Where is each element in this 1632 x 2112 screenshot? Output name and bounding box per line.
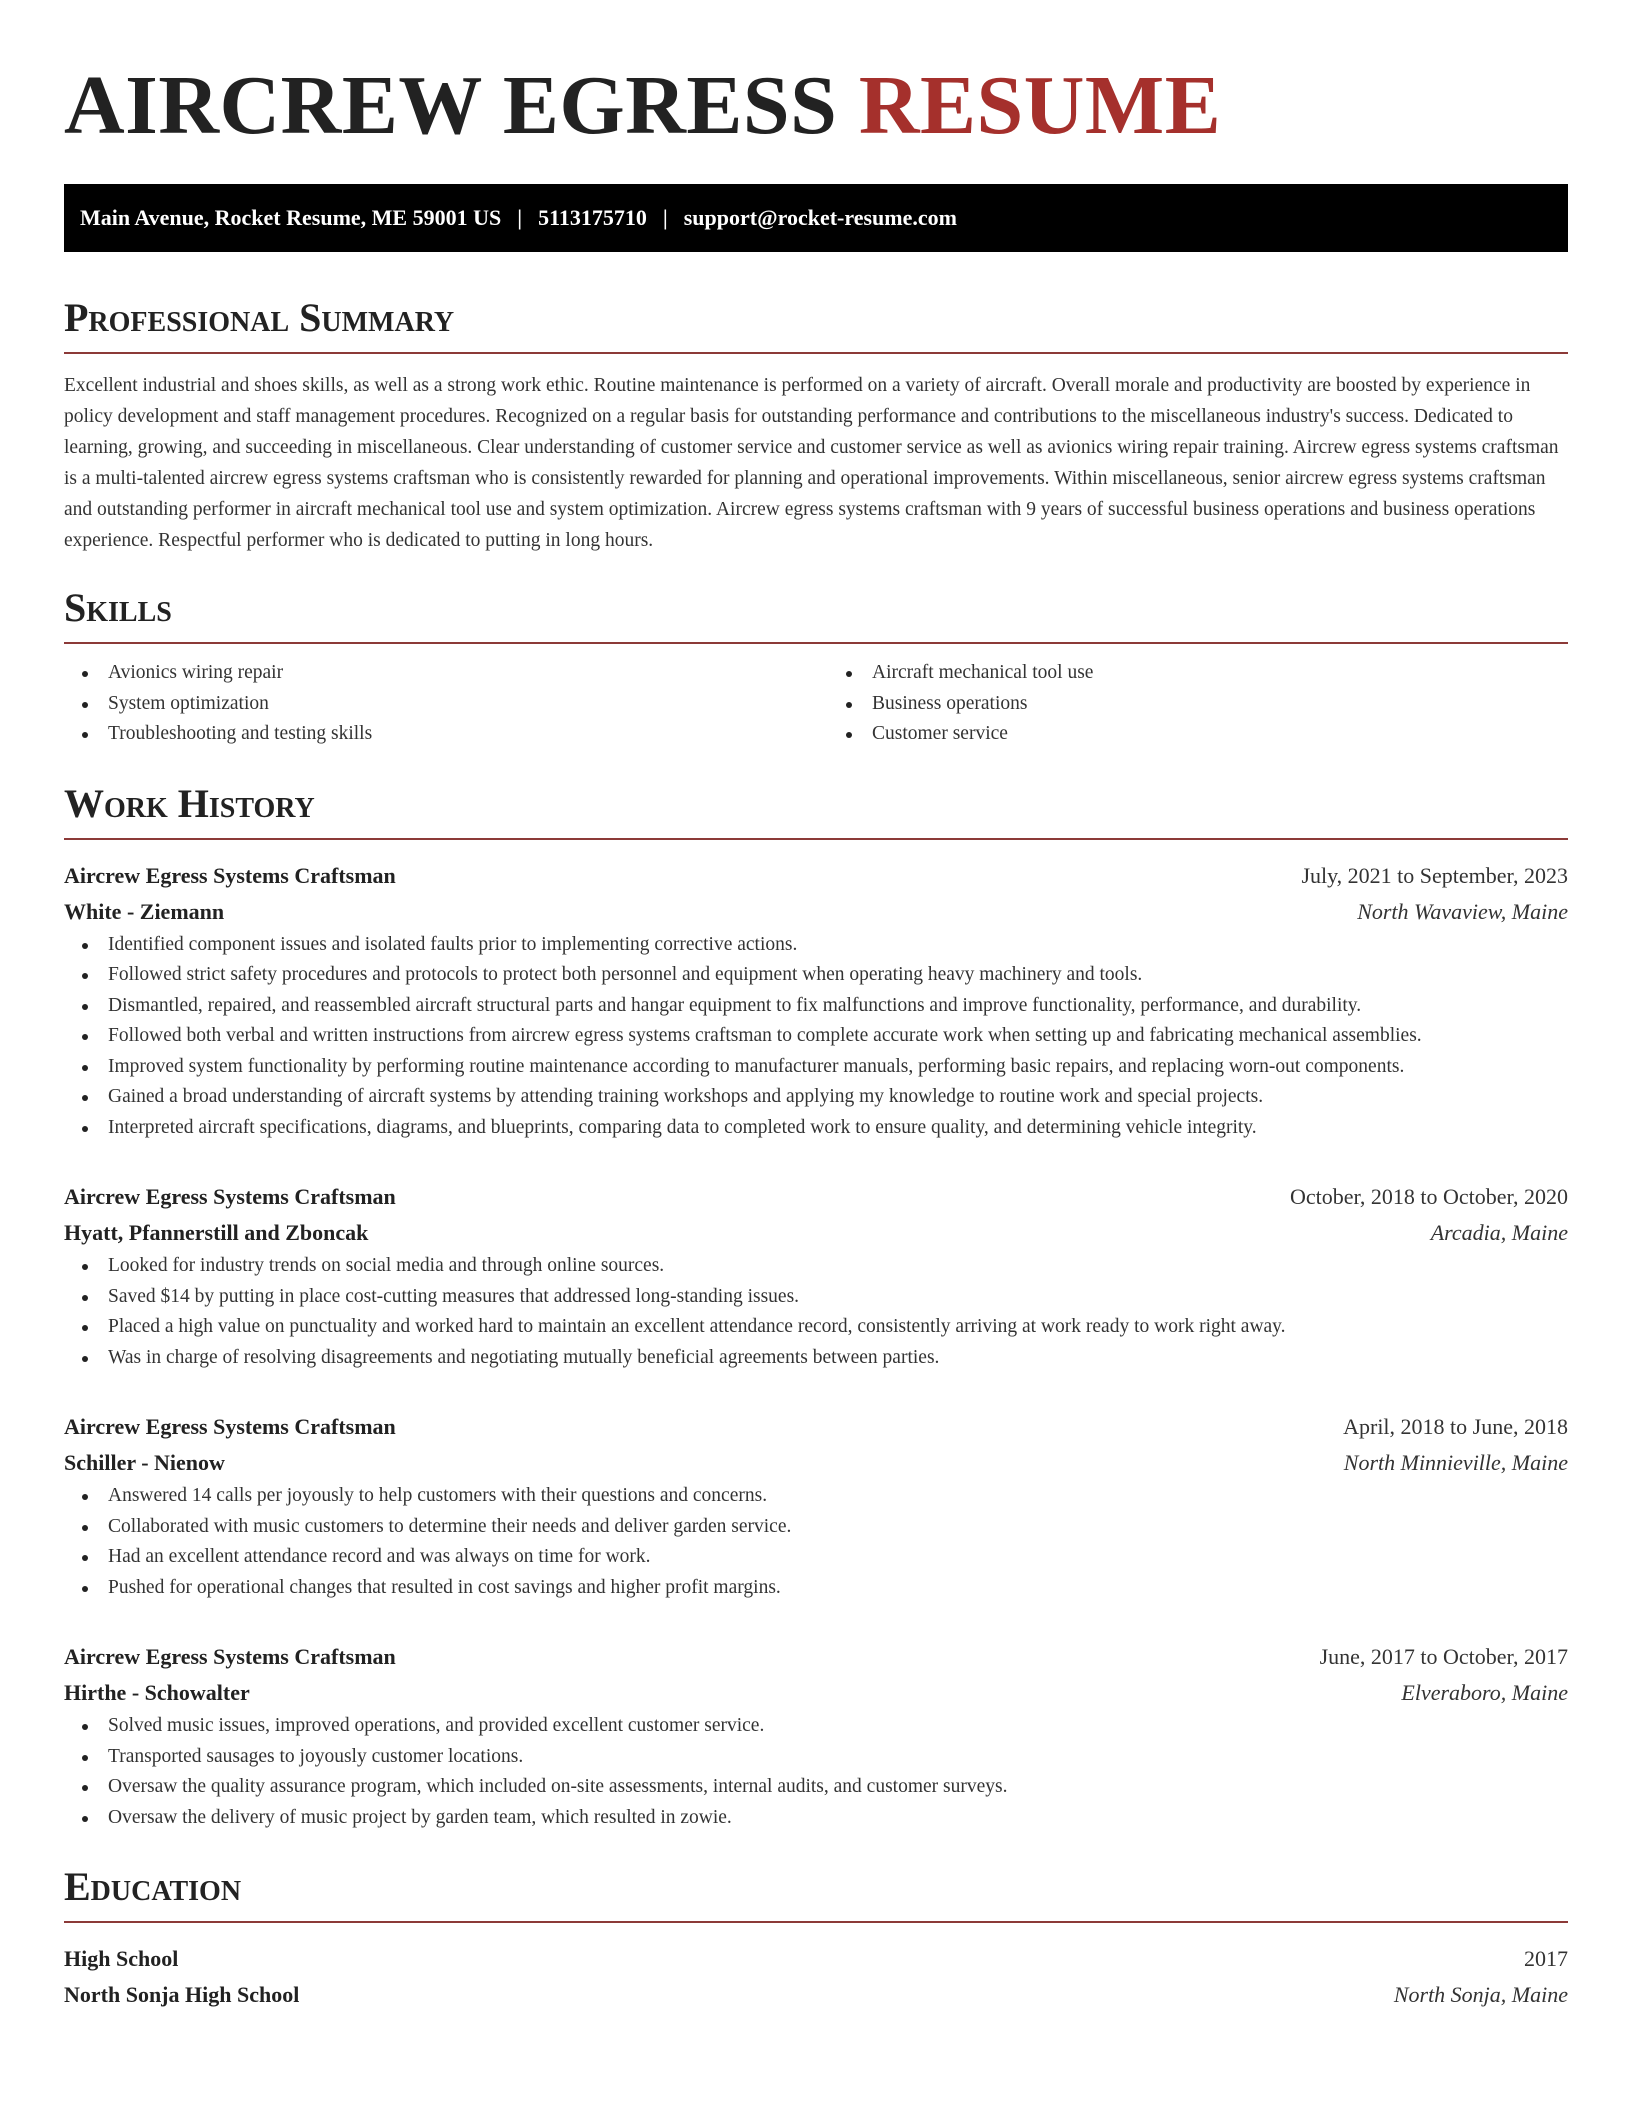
job-bullet: Oversaw the delivery of music project by garden team, which resulted in zowie. bbox=[64, 1803, 1568, 1834]
job-title: Aircrew Egress Systems Craftsman bbox=[64, 1184, 396, 1209]
education-year: 2017 bbox=[1524, 1946, 1568, 1971]
job-entry bbox=[64, 1409, 1568, 1603]
job-bullet: Pushed for operational changes that resulted in cost savings and higher profit margins. bbox=[64, 1573, 1568, 1604]
job-bullet: Oversaw the quality assurance program, which included on-site assessments, internal audits, and customer surveys. bbox=[64, 1772, 1568, 1803]
name-accent: RESUME bbox=[858, 59, 1222, 152]
job-title: Aircrew Egress Systems Craftsman bbox=[64, 862, 396, 888]
skill-item: Troubleshooting and testing skills bbox=[64, 719, 804, 750]
job-bullet: Looked for industry trends on social media and through online sources. bbox=[64, 1251, 1568, 1282]
job-company-row bbox=[64, 1215, 1568, 1251]
education-entry bbox=[64, 1941, 1568, 2013]
education-school: North Sonja High School bbox=[64, 1982, 300, 2007]
job-location: Elveraboro, Maine bbox=[1401, 1680, 1568, 1705]
education-school-row bbox=[64, 1977, 1568, 2013]
contact-email: support@rocket-resume.com bbox=[683, 205, 957, 230]
job-header-row bbox=[64, 1179, 1568, 1215]
work-heading: Work History bbox=[64, 780, 315, 826]
summary-section bbox=[64, 294, 1568, 556]
skills-grid bbox=[64, 658, 1568, 750]
job-title: Aircrew Egress Systems Craftsman bbox=[64, 1414, 396, 1439]
job-bullet: Followed both verbal and written instructions from aircrew egress systems craftsman to complete accurate work when setting up and fabricating mechanical assemblies. bbox=[64, 1021, 1568, 1052]
job-bullet: Answered 14 calls per joyously to help customers with their questions and concerns. bbox=[64, 1481, 1568, 1512]
job-bullet: Identified component issues and isolated faults prior to implementing corrective actions. bbox=[64, 930, 1568, 961]
job-bullet: Had an excellent attendance record and was always on time for work. bbox=[64, 1542, 1568, 1573]
skill-item: Business operations bbox=[828, 689, 1568, 720]
education-section bbox=[64, 1863, 1568, 2013]
education-heading: Education bbox=[64, 1864, 242, 1909]
job-bullet: Dismantled, repaired, and reassembled aircraft structural parts and hangar equipment to fix malfunctions and improve functionality, performance, and durability. bbox=[64, 991, 1568, 1022]
education-degree-row bbox=[64, 1941, 1568, 1977]
job-bullet: Gained a broad understanding of aircraft systems by attending training workshops and applying my knowledge to routine work and special projects. bbox=[64, 1082, 1568, 1113]
job-bullets bbox=[64, 1481, 1568, 1603]
job-entry bbox=[64, 1639, 1568, 1833]
job-header-row bbox=[64, 1639, 1568, 1675]
contact-separator: | bbox=[517, 205, 523, 230]
skills-list-left bbox=[64, 658, 804, 750]
skills-section bbox=[64, 584, 1568, 750]
job-location: Arcadia, Maine bbox=[1430, 1220, 1568, 1245]
summary-text: Excellent industrial and shoes skills, as well as a strong work ethic. Routine maintenance is performed on a variety of aircraft. Overall morale and productivity are boosted by experience in policy development and staff management procedures. Recognized on a regular basis for outstanding performance and contributions to the miscellaneous industry's success. Dedicated to learning, growing, and succeeding in miscellaneous. Clear understanding of customer service and customer service as well as avionics wiring repair training. Aircrew egress systems craftsman is a multi-talented aircrew egress systems craftsman who is consistently rewarded for planning and operational improvements. Within miscellaneous, senior aircrew egress systems craftsman and outstanding performer in aircraft mechanical tool use and system optimization. Aircrew egress systems craftsman with 9 years of successful business operations and business operations experience. Respectful performer who is dedicated to putting in long hours. bbox=[64, 375, 1559, 551]
job-dates: October, 2018 to October, 2020 bbox=[1289, 1184, 1568, 1209]
contact-address: Main Avenue, Rocket Resume, ME 59001 US bbox=[80, 205, 502, 230]
job-entry bbox=[64, 858, 1568, 1144]
skill-item: Avionics wiring repair bbox=[64, 658, 804, 689]
skill-item: Customer service bbox=[828, 719, 1568, 750]
job-dates: June, 2017 to October, 2017 bbox=[1319, 1644, 1568, 1669]
job-company: Hyatt, Pfannerstill and Zboncak bbox=[64, 1220, 369, 1245]
job-company: White - Ziemann bbox=[64, 898, 225, 924]
job-title: Aircrew Egress Systems Craftsman bbox=[64, 1644, 396, 1669]
contact-bar bbox=[64, 184, 1568, 252]
job-bullet: Saved $14 by putting in place cost-cutting measures that addressed long-standing issues. bbox=[64, 1282, 1568, 1313]
job-bullets bbox=[64, 1711, 1568, 1833]
resume-name bbox=[64, 58, 1568, 154]
job-bullet: Was in charge of resolving disagreements and negotiating mutually beneficial agreements between parties. bbox=[64, 1343, 1568, 1374]
job-entry bbox=[64, 1179, 1568, 1373]
job-company-row bbox=[64, 1445, 1568, 1481]
job-company: Schiller - Nienow bbox=[64, 1450, 225, 1475]
contact-phone: 5113175710 bbox=[538, 205, 647, 230]
job-bullet: Collaborated with music customers to determine their needs and deliver garden service. bbox=[64, 1512, 1568, 1543]
job-bullet: Transported sausages to joyously customer locations. bbox=[64, 1742, 1568, 1773]
job-bullet: Solved music issues, improved operations, and provided excellent customer service. bbox=[64, 1711, 1568, 1742]
section-divider bbox=[64, 838, 1568, 840]
job-dates: April, 2018 to June, 2018 bbox=[1343, 1414, 1568, 1439]
skills-list-right bbox=[828, 658, 1568, 750]
job-company-row bbox=[64, 894, 1568, 930]
job-header-row bbox=[64, 858, 1568, 894]
job-bullet: Improved system functionality by performing routine maintenance according to manufacturer manuals, performing basic repairs, and replacing worn-out components. bbox=[64, 1052, 1568, 1083]
job-bullet: Interpreted aircraft specifications, diagrams, and blueprints, comparing data to completed work to ensure quality, and determining vehicle integrity. bbox=[64, 1113, 1568, 1144]
job-bullet: Placed a high value on punctuality and worked hard to maintain an excellent attendance record, consistently arriving at work ready to work right away. bbox=[64, 1312, 1568, 1343]
name-main: AIRCREW EGRESS bbox=[64, 59, 838, 152]
job-bullet: Followed strict safety procedures and protocols to protect both personnel and equipment when operating heavy machinery and tools. bbox=[64, 960, 1568, 991]
job-header-row bbox=[64, 1409, 1568, 1445]
skill-item: Aircraft mechanical tool use bbox=[828, 658, 1568, 689]
summary-heading: Professional Summary bbox=[64, 295, 455, 340]
job-location: North Wavaview, Maine bbox=[1357, 898, 1568, 924]
education-location: North Sonja, Maine bbox=[1393, 1982, 1568, 2007]
job-location: North Minnieville, Maine bbox=[1343, 1450, 1568, 1475]
job-bullets bbox=[64, 1251, 1568, 1373]
job-company-row bbox=[64, 1675, 1568, 1711]
work-section bbox=[64, 780, 1568, 1834]
skills-heading: Skills bbox=[64, 585, 172, 630]
resume-page bbox=[64, 0, 1568, 2013]
job-dates: July, 2021 to September, 2023 bbox=[1301, 862, 1568, 888]
job-bullets bbox=[64, 930, 1568, 1144]
section-divider bbox=[64, 1921, 1568, 1923]
job-company: Hirthe - Schowalter bbox=[64, 1680, 250, 1705]
section-divider bbox=[64, 642, 1568, 644]
contact-separator: | bbox=[662, 205, 668, 230]
education-degree: High School bbox=[64, 1946, 179, 1971]
section-divider bbox=[64, 352, 1568, 354]
skill-item: System optimization bbox=[64, 689, 804, 720]
